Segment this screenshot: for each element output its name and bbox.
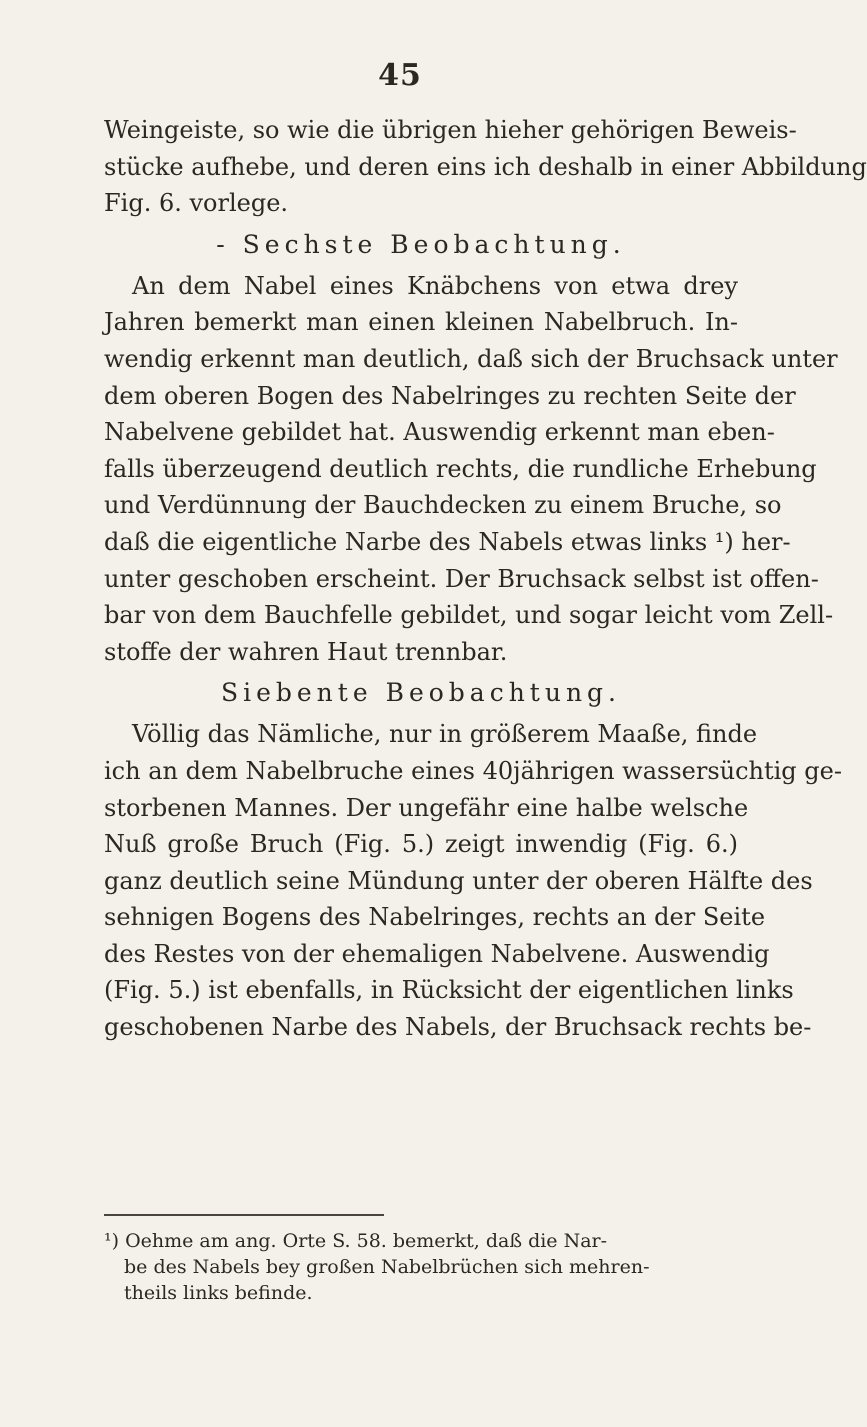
footnote-line: ¹) Oehme am ang. Orte S. 58. bemerkt, daß die Nar- — [104, 1230, 608, 1252]
body-text — [104, 112, 867, 1046]
text-line: Jahren bemerkt man einen kleinen Nabelbruch. In- — [104, 308, 738, 337]
text-line: geschobenen Narbe des Nabels, der Bruchsack rechts be- — [104, 1013, 812, 1042]
text-line: daß die eigentliche Narbe des Nabels etwas links ¹) her- — [104, 527, 791, 556]
text-line: wendig erkennt man deutlich, daß sich der Bruchsack unter — [104, 344, 838, 373]
text-line: Fig. 6. vorlege. — [104, 189, 289, 218]
text-line: ich an dem Nabelbruche eines 40jährigen wassersüchtig ge- — [104, 756, 842, 785]
paragraph-continuation — [104, 112, 867, 222]
footnote — [104, 1228, 738, 1306]
text-line: des Restes von der ehemaligen Nabelvene. Auswendig — [104, 939, 770, 968]
text-line: Weingeiste, so wie die übrigen hieher gehörigen Beweis- — [104, 116, 797, 144]
text-line: bar von dem Bauchfelle gebildet, und sogar leicht vom Zell- — [104, 601, 834, 630]
text-line: An dem Nabel eines Knäbchens von etwa drey — [132, 271, 738, 300]
section-heading-sixth-observation: - Sechste Beobachtung. — [216, 229, 626, 259]
page-number: 45 — [378, 58, 422, 93]
paragraph-seventh-observation — [104, 716, 842, 1045]
text-line: und Verdünnung der Bauchdecken zu einem Bruche, so — [104, 491, 782, 520]
section-heading-seventh-observation: Siebente Beobachtung. — [220, 678, 622, 708]
text-line: storbenen Mannes. Der ungefähr eine halbe welsche — [104, 793, 749, 822]
text-line: Nuß große Bruch (Fig. 5.) zeigt inwendig (Fig. 6.) — [104, 830, 738, 859]
text-line: Völlig das Nämliche, nur in größerem Maaße, finde — [132, 720, 758, 749]
footnote-line: be des Nabels bey großen Nabelbrüchen sich mehren- — [124, 1256, 650, 1278]
footnote-line: theils links befinde. — [124, 1282, 313, 1304]
paragraph-sixth-observation — [104, 268, 838, 671]
text-line: dem oberen Bogen des Nabelringes zu rechten Seite der — [104, 381, 796, 410]
text-line: falls überzeugend deutlich rechts, die rundliche Erhebung — [104, 454, 817, 483]
text-line: stücke aufhebe, und deren eins ich deshalb in einer Abbildung — [104, 152, 867, 181]
text-line: sehnigen Bogens des Nabelringes, rechts an der Seite — [104, 903, 766, 932]
text-line: Nabelvene gebildet hat. Auswendig erkennt man eben- — [104, 418, 775, 447]
text-line: (Fig. 5.) ist ebenfalls, in Rücksicht der eigentlichen links — [104, 976, 794, 1005]
text-line: unter geschoben erscheint. Der Bruchsack selbst ist offen- — [104, 564, 819, 593]
text-line: ganz deutlich seine Mündung unter der oberen Hälfte des — [104, 866, 813, 895]
text-line: stoffe der wahren Haut trennbar. — [104, 637, 508, 666]
footnote-divider — [104, 1214, 384, 1216]
